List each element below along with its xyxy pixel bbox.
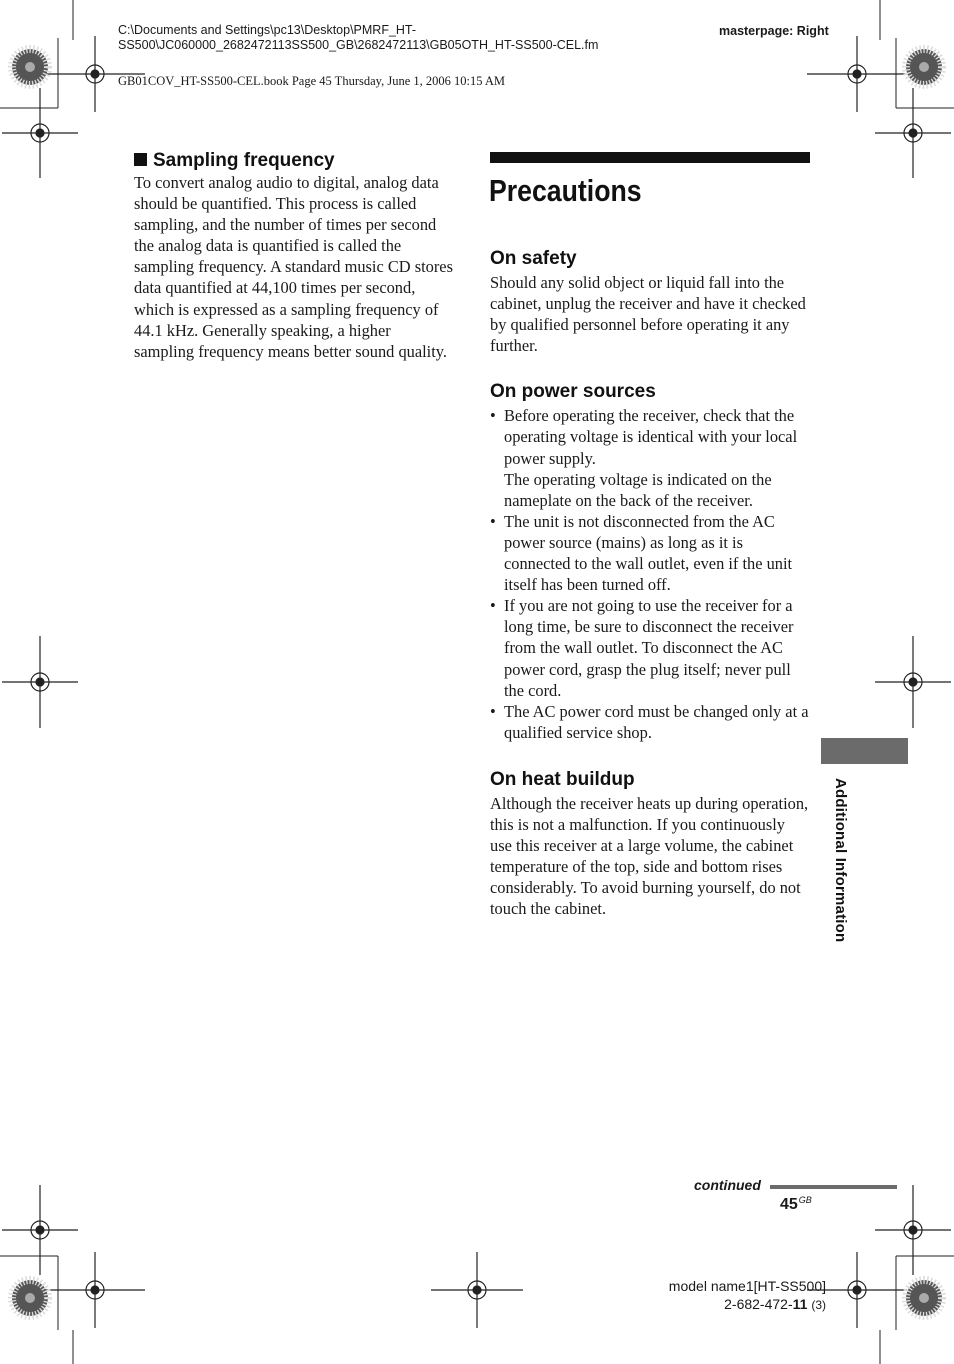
heat-section	[490, 769, 810, 920]
bullet-dot-icon: •	[490, 406, 496, 426]
file-path-line-1: C:\Documents and Settings\pc13\Desktop\PMRF_HT-	[118, 23, 417, 37]
file-path-line-2: SS500\JC060000_2682472113SS500_GB\2682472113\GB05OTH_HT-SS500-CEL.fm	[118, 38, 599, 52]
power-heading: On power sources	[490, 381, 656, 403]
power-section	[490, 381, 810, 743]
list-item	[490, 405, 810, 510]
right-column	[490, 152, 810, 919]
part-number	[654, 1295, 826, 1314]
bullet-text: The AC power cord must be changed only at a qualified service shop.	[504, 701, 809, 742]
part-number-prefix: 2-682-472-	[724, 1296, 793, 1312]
list-item	[490, 701, 810, 743]
bullet-dot-icon: •	[490, 511, 496, 531]
file-path	[118, 23, 678, 53]
sampling-frequency-heading	[134, 150, 454, 172]
left-column	[134, 150, 454, 362]
power-bullets	[490, 405, 810, 743]
page-title: Precautions	[489, 173, 642, 208]
safety-body: Should any solid object or liquid fall into the cabinet, unplug the receiver and have it checked by qualified personnel before operating it any further.	[490, 273, 806, 356]
model-name: model name1[HT-SS500]	[668, 1278, 826, 1294]
part-number-bold: 11	[792, 1296, 808, 1312]
list-item	[490, 511, 810, 595]
bullet-text: The unit is not disconnected from the AC power source (mains) as long as it is connected to the wall outlet, even if the unit itself has been turned off.	[504, 511, 793, 595]
bullet-dot-icon: •	[490, 596, 496, 616]
book-info-line: GB01COV_HT-SS500-CEL.book Page 45 Thursday, June 1, 2006 10:15 AM	[118, 74, 506, 88]
section-tab-label: Additional Information	[832, 778, 849, 943]
model-info	[654, 1277, 826, 1314]
list-item	[490, 595, 810, 700]
part-revision: (3)	[811, 1298, 826, 1312]
safety-heading: On safety	[490, 248, 577, 269]
square-bullet-icon	[134, 153, 147, 166]
heat-heading: On heat buildup	[490, 768, 635, 790]
bullet-text: If you are not going to use the receiver for a long time, be sure to disconnect the receiver from the wall outlet. To disconnect the AC power cord, grasp the plug itself; never pull the cord.	[504, 596, 794, 700]
page-number-suffix: GB	[798, 1195, 812, 1205]
page-number	[780, 1195, 812, 1214]
sampling-frequency-body: To convert analog audio to digital, analog data should be quantified. This process is called sampling, and the number of times per second the analog data is quantified is called the sampling frequency. A standard music CD stores data quantified at 44,100 times per second, which is expressed as a sampling frequency of 44.1 kHz. Generally speaking, a higher sampling frequency means better sound quality.	[134, 173, 453, 361]
continued-rule	[770, 1185, 897, 1189]
title-rule	[490, 152, 810, 163]
safety-section	[490, 248, 810, 356]
bullet-subtext: The operating voltage is indicated on the nameplate on the back of the receiver.	[504, 469, 772, 510]
bullet-dot-icon: •	[490, 701, 496, 721]
page-number-value: 45	[780, 1196, 798, 1213]
continued-label: continued	[694, 1177, 761, 1193]
heat-body: Although the receiver heats up during operation, this is not a malfunction. If you continuously use this receiver at a large volume, the cabinet temperature of the top, side and bottom rises considerably. To avoid burning yourself, do not touch the cabinet.	[490, 793, 809, 919]
sampling-frequency-heading-text: Sampling frequency	[153, 150, 335, 171]
section-tab	[821, 738, 908, 764]
masterpage-label: masterpage: Right	[719, 24, 829, 38]
bullet-text: Before operating the receiver, check that the operating voltage is identical with your local power supply.	[504, 406, 798, 468]
